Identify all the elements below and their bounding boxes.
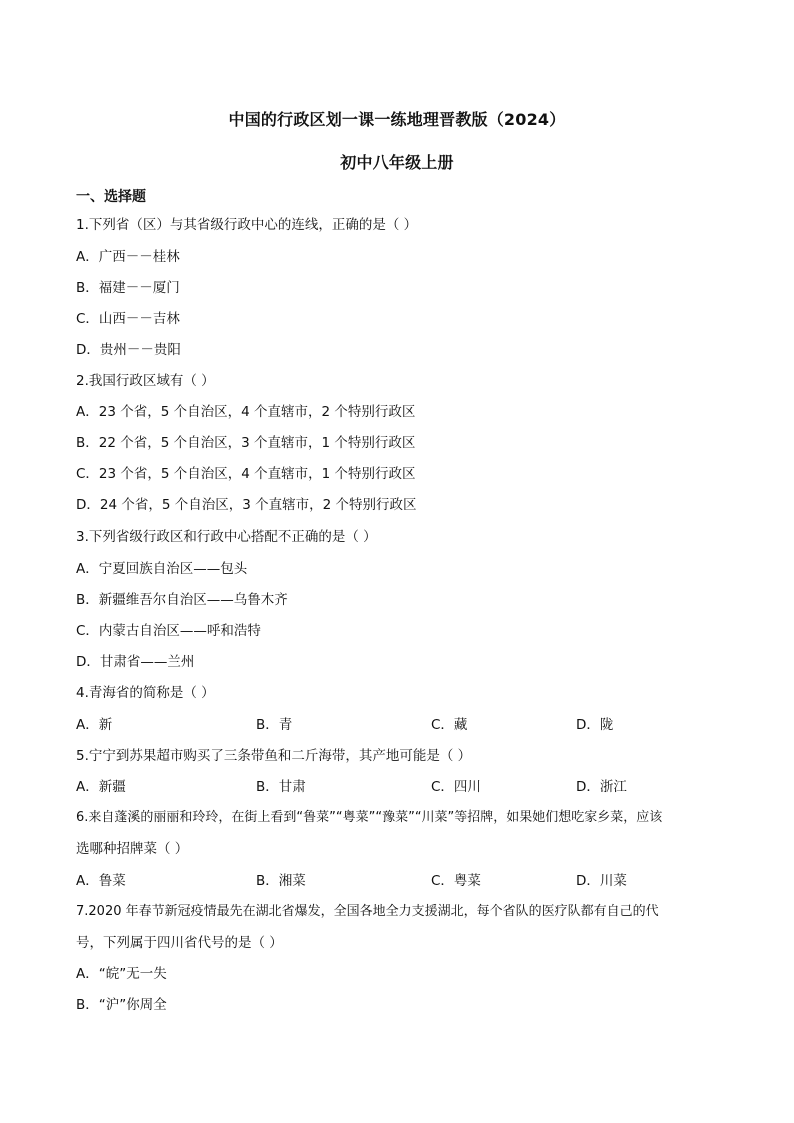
question-2-option-c: C．23 个省，5 个自治区，4 个直辖市，1 个特别行政区	[76, 466, 416, 482]
question-7-option-b: B．“沪”你周全	[76, 997, 167, 1013]
question-7-option-a: A．“皖”无一失	[76, 966, 167, 982]
question-4-options	[76, 715, 726, 735]
question-1-option-b: B．福建－－厦门	[76, 280, 180, 296]
question-4-option-a: A．新	[76, 717, 113, 733]
question-6-option-d: D．川菜	[576, 873, 627, 889]
question-6-options	[76, 871, 726, 891]
question-5-stem: 5.宁宁到苏果超市购买了三条带鱼和二斤海带，其产地可能是（ ）	[76, 748, 472, 764]
question-6-option-c: C．粤菜	[431, 873, 481, 889]
question-5-option-b: B．甘肃	[256, 779, 306, 795]
question-2-option-d: D．24 个省，5 个自治区，3 个直辖市，2 个特别行政区	[76, 497, 417, 513]
question-6-option-a: A．鲁菜	[76, 873, 126, 889]
question-5-options	[76, 777, 726, 797]
question-5-option-a: A．新疆	[76, 779, 126, 795]
question-5-option-d: D．浙江	[576, 779, 627, 795]
question-1-option-d: D．贵州－－贵阳	[76, 342, 181, 358]
question-4-option-c: C．藏	[431, 717, 468, 733]
question-7-stem-line-1: 7.2020 年春节新冠疫情最先在湖北省爆发，全国各地全力支援湖北，每个省队的医疗队都有自己的代	[76, 904, 659, 919]
question-3-option-a: A．宁夏回族自治区——包头	[76, 561, 248, 577]
question-6-option-b: B．湘菜	[256, 873, 306, 889]
section-heading: 一、选择题	[76, 189, 146, 205]
question-6-stem-line-2: 选哪种招牌菜（ ）	[76, 841, 189, 857]
document-subtitle: 初中八年级上册	[340, 153, 454, 172]
question-4-stem: 4.青海省的简称是（ ）	[76, 685, 215, 701]
question-2-option-a: A．23 个省，5 个自治区，4 个直辖市，2 个特别行政区	[76, 404, 416, 420]
question-3-option-b: B．新疆维吾尔自治区——乌鲁木齐	[76, 592, 288, 608]
question-2-stem: 2.我国行政区域有（ ）	[76, 373, 215, 389]
document-title: 中国的行政区划一课一练地理晋教版（2024）	[228, 110, 566, 129]
question-2-option-b: B．22 个省，5 个自治区，3 个直辖市，1 个特别行政区	[76, 435, 416, 451]
question-3-option-c: C．内蒙古自治区——呼和浩特	[76, 623, 261, 639]
question-1-stem: 1.下列省（区）与其省级行政中心的连线，正确的是（ ）	[76, 217, 418, 233]
question-4-option-b: B．青	[256, 717, 293, 733]
question-7-stem-line-2: 号，下列属于四川省代号的是（ ）	[76, 935, 283, 951]
question-6-stem-line-1: 6.来自蓬溪的丽丽和玲玲，在街上看到“鲁菜”“粤菜”“豫菜”“川菜”等招牌，如果她们想吃家乡菜，应该	[76, 810, 663, 825]
question-3-stem: 3.下列省级行政区和行政中心搭配不正确的是（ ）	[76, 529, 377, 545]
question-3-option-d: D．甘肃省——兰州	[76, 654, 195, 670]
question-4-option-d: D．陇	[576, 717, 614, 733]
question-1-option-c: C．山西－－吉林	[76, 311, 180, 327]
question-1-option-a: A．广西－－桂林	[76, 249, 180, 265]
question-5-option-c: C．四川	[431, 779, 481, 795]
